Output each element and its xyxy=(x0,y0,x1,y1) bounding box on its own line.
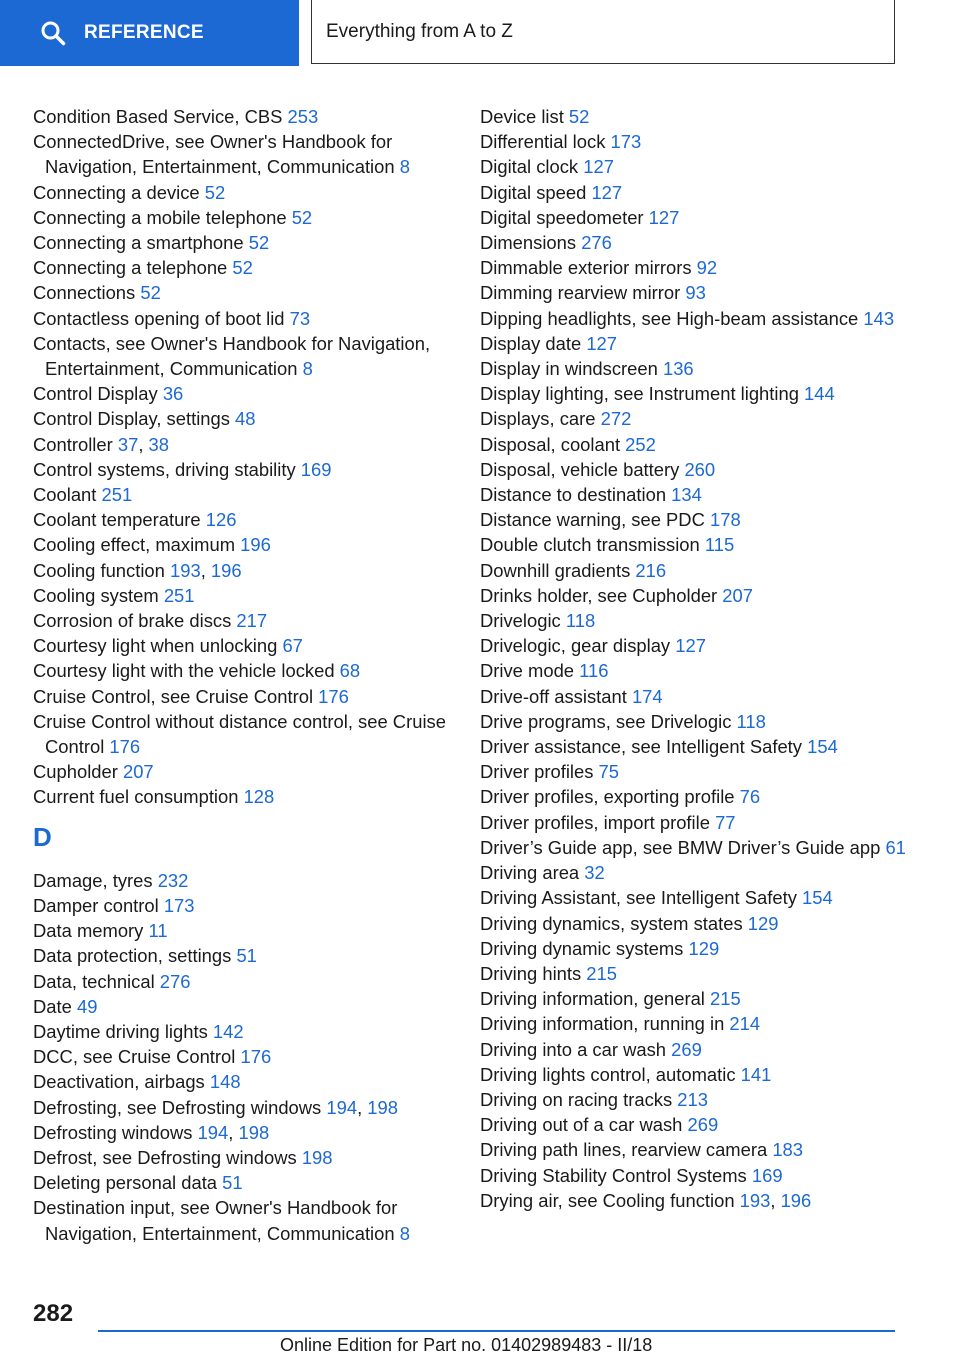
index-entry xyxy=(480,784,920,809)
chapter-title: Everything from A to Z xyxy=(311,0,895,64)
index-entry-text: Driver profiles, exporting profile xyxy=(480,786,740,808)
index-entry-text: Courtesy light when unlocking xyxy=(33,635,283,657)
index-entry xyxy=(33,129,453,179)
index-entry xyxy=(480,507,920,532)
page-reference-link[interactable]: 49 xyxy=(76,995,98,1017)
page-reference-link[interactable]: 144 xyxy=(804,383,835,405)
index-entry-text: Device list xyxy=(480,106,569,127)
index-column-right xyxy=(480,104,920,1213)
index-entry-text: Driving information, running in xyxy=(480,1013,730,1035)
page-reference-link[interactable]: 176 xyxy=(109,736,141,758)
page-reference-link[interactable]: 93 xyxy=(685,282,706,304)
page-reference-link[interactable]: 173 xyxy=(610,131,642,153)
index-entry-text: Courtesy light with the vehicle locked xyxy=(33,660,340,682)
index-entry xyxy=(33,255,453,280)
page-reference-link[interactable]: 136 xyxy=(662,358,694,380)
index-entry xyxy=(33,406,453,431)
index-entry xyxy=(33,205,453,230)
page-reference-link[interactable]: 8 xyxy=(302,358,313,380)
footer-edition: Online Edition for Part no. 01402989483 - II/18 xyxy=(280,1335,653,1355)
index-entry xyxy=(480,633,920,658)
index-entry xyxy=(33,457,453,482)
index-entry-text: Driving into a car wash xyxy=(480,1038,672,1060)
index-entry-text: Display in windscreen xyxy=(480,358,663,380)
page-reference-link[interactable]: 143 xyxy=(863,307,895,329)
index-entry xyxy=(33,1195,453,1245)
index-entry xyxy=(480,1062,920,1087)
index-entry-text: Connecting a mobile telephone xyxy=(33,206,292,228)
index-entry xyxy=(33,306,453,331)
index-entry xyxy=(33,918,453,943)
page-number: 282 xyxy=(33,1300,74,1327)
index-entry xyxy=(33,1170,453,1195)
index-entry: Controller 37, 38 xyxy=(33,433,170,455)
index-entry xyxy=(33,180,453,205)
index-entry xyxy=(480,1137,920,1162)
page-reference-link[interactable]: 169 xyxy=(751,1164,783,1186)
index-entry xyxy=(480,860,920,885)
index-entry xyxy=(33,994,453,1019)
index-entry-text: Cooling system xyxy=(33,584,164,606)
index-entry-text: Disposal, vehicle battery xyxy=(480,458,685,480)
index-entry-text: Display date xyxy=(480,332,587,354)
index-entry-text: Deleting personal data xyxy=(33,1172,223,1194)
page-reference-link[interactable]: 272 xyxy=(600,408,632,430)
page-reference-link[interactable]: 129 xyxy=(747,912,779,934)
index-entry-text: Distance to destination xyxy=(480,484,672,506)
page-reference-link[interactable]: 198 xyxy=(238,1121,270,1143)
index-entry xyxy=(33,583,453,608)
index-entry xyxy=(33,104,453,129)
index-entry xyxy=(480,331,920,356)
index-entry xyxy=(480,734,920,759)
index-entry-text: Drinks holder, see Cupholder xyxy=(480,584,723,606)
index-entry-text: Drive-off assistant xyxy=(480,685,632,707)
index-letter-heading: D xyxy=(33,821,52,852)
index-column-left xyxy=(33,104,453,1246)
index-entry: Drying air, see Cooling function 193, 196 xyxy=(480,1189,812,1211)
index-entry xyxy=(480,457,920,482)
page-reference-link[interactable]: 215 xyxy=(586,962,617,984)
index-entry xyxy=(33,893,453,918)
index-entry-text: Defrosting, see Defrosting windows xyxy=(33,1096,327,1118)
reference-label: REFERENCE xyxy=(84,22,204,43)
page-reference-link[interactable]: 215 xyxy=(710,988,741,1010)
page-reference-link[interactable]: 178 xyxy=(709,509,741,531)
index-entry-text: Digital speed xyxy=(480,181,592,203)
index-entry-text: Driver profiles, import profile xyxy=(480,811,716,833)
index-entry: Defrosting, see Defrosting windows 194, 198 xyxy=(33,1096,398,1118)
index-entry-text: Data, technical xyxy=(33,970,160,992)
page-reference-link[interactable]: 68 xyxy=(339,660,361,682)
index-entry xyxy=(480,1087,920,1112)
page-reference-link[interactable]: 118 xyxy=(736,710,766,732)
index-entry xyxy=(480,911,920,936)
index-entry-text: Control Display, settings xyxy=(33,408,236,430)
index-entry-text: Display lighting, see Instrument lighting xyxy=(480,383,805,405)
index-entry xyxy=(33,969,453,994)
index-entry-text: Destination input, see Owner's Handbook for Navigation, Entertainment, Communication xyxy=(33,1197,400,1244)
index-entry-text: Driving path lines, rearview camera xyxy=(480,1139,773,1161)
index-entry-text: Daytime driving lights xyxy=(33,1020,213,1042)
index-entry xyxy=(33,759,453,784)
page-reference-link[interactable]: 196 xyxy=(210,559,242,581)
page-reference-link[interactable]: 127 xyxy=(675,635,706,657)
page-reference-link[interactable]: 193 xyxy=(739,1189,771,1211)
page-reference-link[interactable]: 8 xyxy=(399,1222,410,1244)
page-reference-link[interactable]: 217 xyxy=(236,610,268,632)
index-entry-text: Dimming rearview mirror xyxy=(480,282,686,304)
index-entry xyxy=(480,986,920,1011)
index-entry-text: Control systems, driving stability xyxy=(33,458,301,480)
page-reference-link[interactable]: 128 xyxy=(243,786,275,808)
index-entry-text: Disposal, coolant xyxy=(480,433,626,455)
index-entry xyxy=(480,432,920,457)
index-entry xyxy=(33,507,453,532)
index-entry xyxy=(480,356,920,381)
index-entry-text: Drive programs, see Drivelogic xyxy=(480,710,737,732)
index-entry xyxy=(33,1145,453,1170)
index-entry-text: Corrosion of brake discs xyxy=(33,610,237,632)
page-reference-link[interactable]: 276 xyxy=(581,232,612,254)
page-reference-link[interactable]: 193 xyxy=(170,559,201,581)
page-reference-link[interactable]: 51 xyxy=(222,1172,243,1194)
index-entry-text: Driver profiles xyxy=(480,761,599,783)
page-reference-link[interactable]: 214 xyxy=(729,1013,761,1035)
page-reference-link[interactable]: 169 xyxy=(300,458,332,480)
index-entry-text: Cooling effect, maximum xyxy=(33,534,241,556)
index-entry-text: Damper control xyxy=(33,894,164,916)
index-entry-text: Deactivation, airbags xyxy=(33,1071,210,1093)
index-entry-text: Dimmable exterior mirrors xyxy=(480,257,697,279)
index-entry xyxy=(480,709,920,734)
index-entry xyxy=(33,482,453,507)
index-entry xyxy=(480,381,920,406)
page-reference-link[interactable]: 52 xyxy=(232,257,253,279)
index-entry xyxy=(480,306,920,331)
page-reference-link[interactable]: 260 xyxy=(684,458,716,480)
index-entry-text: Digital speedometer xyxy=(480,206,649,228)
index-entry-text: Double clutch transmission xyxy=(480,534,705,556)
index-entry-text: Driver’s Guide app, see BMW Driver’s Guide app xyxy=(480,836,886,858)
index-entry xyxy=(480,835,920,860)
index-entry xyxy=(33,868,453,893)
index-entry xyxy=(480,180,920,205)
index-entry-text: Driving hints xyxy=(480,962,587,984)
index-entry-text: Downhill gradients xyxy=(480,559,636,581)
index-entry xyxy=(33,784,453,809)
page-reference-link[interactable]: 118 xyxy=(565,610,596,632)
index-entry-text: Connecting a telephone xyxy=(33,257,233,279)
page-reference-link[interactable]: 52 xyxy=(204,181,226,203)
index-entry xyxy=(480,608,920,633)
index-entry xyxy=(480,255,920,280)
page-reference-link[interactable]: 127 xyxy=(583,156,614,178)
index-entry xyxy=(480,961,920,986)
index-entry xyxy=(480,684,920,709)
page-header xyxy=(0,0,960,66)
index-entry xyxy=(480,658,920,683)
page-reference-link[interactable]: 127 xyxy=(591,181,623,203)
index-entry-text: Cruise Control, see Cruise Control xyxy=(33,685,319,707)
index-entry-text: Driving on racing tracks xyxy=(480,1088,678,1110)
index-entry-text: Dipping headlights, see High-beam assistance xyxy=(480,307,864,329)
index-entry xyxy=(480,885,920,910)
page-reference-link[interactable]: 194 xyxy=(326,1096,358,1118)
index-entry xyxy=(480,1112,920,1137)
page-reference-link[interactable]: 32 xyxy=(584,862,605,884)
index-entry-text: Contacts, see Owner's Handbook for Navigation, Entertainment, Communication xyxy=(33,332,431,380)
index-entry xyxy=(480,104,920,129)
index-entry-text: Driving dynamic systems xyxy=(480,937,689,959)
index-entry xyxy=(480,810,920,835)
index-entry xyxy=(480,1163,920,1188)
index-entry xyxy=(480,129,920,154)
page-reference-link[interactable]: 207 xyxy=(722,584,753,606)
index-entry-text: Connecting a smartphone xyxy=(33,232,249,254)
page-reference-link[interactable]: 213 xyxy=(677,1088,708,1110)
page-reference-link[interactable]: 48 xyxy=(235,408,256,430)
page-reference-link[interactable]: 252 xyxy=(625,433,656,455)
index-entry xyxy=(33,280,453,305)
page-reference-link[interactable]: 134 xyxy=(671,484,702,506)
page-reference-link[interactable]: 51 xyxy=(236,945,257,967)
index-entry-text: Digital clock xyxy=(480,156,584,178)
page-reference-link[interactable]: 52 xyxy=(248,232,270,254)
index-entry-text: Displays, care xyxy=(480,408,601,430)
page-reference-link[interactable]: 251 xyxy=(163,584,195,606)
index-entry xyxy=(33,709,453,759)
index-entry xyxy=(33,532,453,557)
index-entry-text: Data memory xyxy=(33,920,149,942)
page-reference-link[interactable]: 251 xyxy=(101,484,133,506)
index-entry xyxy=(480,759,920,784)
page-reference-link[interactable]: 196 xyxy=(240,534,271,556)
index-entry-text: Driving information, general xyxy=(480,988,710,1010)
page-reference-link[interactable]: 52 xyxy=(291,206,313,228)
reference-tab[interactable] xyxy=(0,0,299,66)
index-entry-text: Data protection, settings xyxy=(33,945,237,967)
page-reference-link[interactable]: 154 xyxy=(807,736,838,758)
index-entry xyxy=(480,532,920,557)
index-entry xyxy=(33,1044,453,1069)
page-reference-link[interactable]: 141 xyxy=(740,1063,772,1085)
page-reference-link[interactable]: 269 xyxy=(687,1114,719,1136)
page-reference-link[interactable]: 196 xyxy=(780,1189,812,1211)
index-entry-text: Date xyxy=(33,995,77,1017)
index-entry-text: Drivelogic, gear display xyxy=(480,635,676,657)
index-entry xyxy=(480,205,920,230)
page-reference-link[interactable]: 77 xyxy=(715,811,736,833)
index-entry-text: Coolant temperature xyxy=(33,509,206,531)
page-reference-link[interactable]: 154 xyxy=(802,887,833,909)
index-entry: Defrosting windows 194, 198 xyxy=(33,1121,270,1143)
page-reference-link[interactable]: 116 xyxy=(579,660,609,682)
page-reference-link[interactable]: 127 xyxy=(586,332,617,354)
index-entry-text: Distance warning, see PDC xyxy=(480,509,710,531)
footer-divider xyxy=(98,1330,895,1332)
index-entry-text: ConnectedDrive, see Owner's Handbook for Navigation, Entertainment, Communication xyxy=(33,131,400,178)
index-entry xyxy=(33,1069,453,1094)
index-entry-text: Defrost, see Defrosting windows xyxy=(33,1146,302,1168)
index-entry-text: Differential lock xyxy=(480,131,611,153)
page-reference-link[interactable]: 142 xyxy=(212,1020,244,1042)
page-reference-link[interactable]: 174 xyxy=(631,685,663,707)
index-entry xyxy=(33,381,453,406)
index-entry xyxy=(33,1019,453,1044)
index-entry-text: Driving dynamics, system states xyxy=(480,912,748,934)
index-entry xyxy=(33,230,453,255)
page-reference-link[interactable]: 126 xyxy=(205,509,237,531)
index-entry xyxy=(33,331,453,381)
index-entry xyxy=(480,936,920,961)
page-reference-link[interactable]: 176 xyxy=(240,1046,272,1068)
index-entry-text: Driving area xyxy=(480,862,585,884)
page-reference-link[interactable]: 11 xyxy=(148,920,168,942)
index-entry xyxy=(33,633,453,658)
page-reference-link[interactable]: 37 xyxy=(117,433,139,455)
page-reference-link[interactable]: 269 xyxy=(671,1038,702,1060)
page-reference-link[interactable]: 173 xyxy=(163,894,195,916)
index-entry xyxy=(480,154,920,179)
page-reference-link[interactable]: 194 xyxy=(197,1121,229,1143)
index-entry-text: Coolant xyxy=(33,484,102,506)
index-entry: Cooling function 193, 196 xyxy=(33,559,242,581)
index-entry xyxy=(480,558,920,583)
index-entry-text: DCC, see Cruise Control xyxy=(33,1046,241,1068)
page-reference-link[interactable]: 276 xyxy=(159,970,191,992)
index-entry-text: Damage, tyres xyxy=(33,869,158,891)
index-entry-text: Dimensions xyxy=(480,232,582,254)
index-entry xyxy=(33,684,453,709)
index-entry xyxy=(33,943,453,968)
index-entry xyxy=(480,1011,920,1036)
page-reference-link[interactable]: 115 xyxy=(704,534,735,556)
page-reference-link[interactable]: 198 xyxy=(301,1146,333,1168)
index-entry-text: Control Display xyxy=(33,383,163,405)
page-reference-link[interactable]: 73 xyxy=(289,307,311,329)
page-reference-link[interactable]: 183 xyxy=(772,1139,804,1161)
index-entry-text: Drive mode xyxy=(480,660,580,682)
page-reference-link[interactable]: 67 xyxy=(282,635,303,657)
index-entry xyxy=(480,406,920,431)
page-reference-link[interactable]: 176 xyxy=(318,685,349,707)
page-reference-link[interactable]: 216 xyxy=(635,559,667,581)
index-entry-text: Current fuel consumption xyxy=(33,786,244,808)
page-reference-link[interactable]: 207 xyxy=(122,761,154,783)
index-entry-text: Driving lights control, automatic xyxy=(480,1063,741,1085)
page-reference-link[interactable]: 198 xyxy=(367,1096,398,1118)
index-entry xyxy=(33,658,453,683)
page-reference-link[interactable]: 8 xyxy=(399,156,410,178)
page-reference-link[interactable]: 52 xyxy=(140,282,161,304)
index-entry xyxy=(480,230,920,255)
index-entry-text: Connections xyxy=(33,282,141,304)
index-entry-text: Driving Stability Control Systems xyxy=(480,1164,752,1186)
page-reference-link[interactable]: 129 xyxy=(688,937,720,959)
index-entry-text: Contactless opening of boot lid xyxy=(33,307,290,329)
page-reference-link[interactable]: 75 xyxy=(598,761,620,783)
index-entry-text: Driver assistance, see Intelligent Safety xyxy=(480,736,808,758)
index-entry-text: Cupholder xyxy=(33,761,123,783)
page-reference-link[interactable]: 76 xyxy=(739,786,761,808)
page-reference-link[interactable]: 61 xyxy=(885,836,906,858)
page-reference-link[interactable]: 52 xyxy=(568,106,590,127)
index-entry xyxy=(480,1037,920,1062)
index-entry-text: Cooling function xyxy=(33,559,170,581)
index-entry-text: Drying air, see Cooling function xyxy=(480,1189,740,1211)
index-entry-text: Condition Based Service, CBS xyxy=(33,106,288,127)
index-entry-text: Controller xyxy=(33,433,118,455)
page-reference-link[interactable]: 36 xyxy=(162,383,184,405)
page-reference-link[interactable]: 232 xyxy=(157,869,189,891)
index-entry-text: Defrosting windows xyxy=(33,1121,198,1143)
index-entry-text: Connecting a device xyxy=(33,181,205,203)
index-entry-text: Cruise Control without distance control, see Cruise Control xyxy=(33,710,446,758)
index-entry xyxy=(33,608,453,633)
page-reference-link[interactable]: 148 xyxy=(209,1071,241,1093)
index-entry xyxy=(480,482,920,507)
index-entry xyxy=(480,583,920,608)
index-entry xyxy=(480,280,920,305)
index-entry-text: Driving out of a car wash xyxy=(480,1114,688,1136)
page-reference-link[interactable]: 38 xyxy=(148,433,170,455)
page-reference-link[interactable]: 253 xyxy=(287,106,319,127)
index-entry-text: Driving Assistant, see Intelligent Safety xyxy=(480,887,802,909)
page-reference-link[interactable]: 92 xyxy=(696,257,718,279)
index-entry-text: Drivelogic xyxy=(480,610,566,632)
search-icon xyxy=(40,20,66,46)
page-reference-link[interactable]: 127 xyxy=(648,206,680,228)
